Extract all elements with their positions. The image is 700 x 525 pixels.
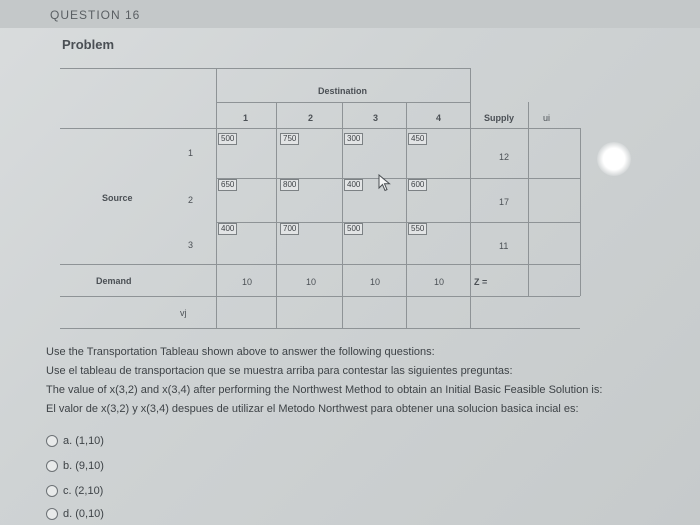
- problem-title: Problem: [62, 37, 115, 52]
- column-header-1: 1: [243, 113, 249, 123]
- supply-value-1: 12: [499, 152, 510, 162]
- row-label-2: 2: [188, 195, 194, 205]
- demand-value-2: 10: [306, 277, 317, 287]
- source-label: Source: [102, 193, 133, 203]
- question-header: [0, 0, 700, 28]
- cost-cell-2-2: 800: [280, 179, 299, 191]
- mouse-cursor-icon: [378, 174, 392, 192]
- instruction-spanish: Use el tableau de transportacion que se muestra arriba para contestar las siguientes preguntas:: [46, 365, 513, 377]
- demand-label: Demand: [96, 276, 132, 286]
- vj-label: vj: [180, 308, 187, 318]
- cost-cell-1-2: 750: [280, 133, 299, 145]
- question-label: QUESTION 16: [50, 8, 141, 22]
- destination-label: Destination: [318, 86, 368, 96]
- cost-cell-1-3: 300: [344, 133, 363, 145]
- supply-label: Supply: [484, 113, 515, 123]
- light-glare: [597, 142, 631, 176]
- demand-value-1: 10: [242, 277, 253, 287]
- ui-label: ui: [543, 113, 551, 123]
- cost-cell-1-1: 500: [218, 133, 237, 145]
- cost-cell-3-3: 500: [344, 223, 363, 235]
- cost-cell-2-1: 650: [218, 179, 237, 191]
- option-b-label: b. (9,10): [63, 460, 104, 472]
- option-d[interactable]: [46, 508, 104, 520]
- option-c[interactable]: [46, 485, 103, 497]
- cost-cell-3-1: 400: [218, 223, 237, 235]
- instruction-english: Use the Transportation Tableau shown above to answer the following questions:: [46, 346, 435, 358]
- cost-cell-1-4: 450: [408, 133, 427, 145]
- option-a-label: a. (1,10): [63, 435, 104, 447]
- question-spanish: El valor de x(3,2) y x(3,4) despues de utilizar el Metodo Northwest para obtener una solucion basica incial es:: [46, 403, 579, 415]
- row-label-1: 1: [188, 148, 194, 158]
- supply-value-3: 11: [499, 241, 509, 251]
- column-header-4: 4: [436, 113, 442, 123]
- cost-cell-2-3: 400: [344, 179, 363, 191]
- column-header-3: 3: [373, 113, 379, 123]
- radio-c-icon[interactable]: [46, 485, 58, 497]
- row-label-3: 3: [188, 240, 194, 250]
- option-a[interactable]: [46, 435, 104, 447]
- supply-value-2: 17: [499, 197, 510, 207]
- option-c-label: c. (2,10): [63, 485, 104, 497]
- demand-value-3: 10: [370, 277, 381, 287]
- z-label: Z =: [474, 277, 488, 287]
- question-english: The value of x(3,2) and x(3,4) after performing the Northwest Method to obtain an Initial Basic Feasible Solution is:: [46, 384, 603, 396]
- demand-value-4: 10: [434, 277, 445, 287]
- option-b[interactable]: [46, 460, 104, 472]
- transportation-tableau: [60, 68, 580, 330]
- cost-cell-3-4: 550: [408, 223, 427, 235]
- column-header-2: 2: [308, 113, 314, 123]
- cost-cell-3-2: 700: [280, 223, 299, 235]
- radio-d-icon[interactable]: [46, 508, 58, 520]
- option-d-label: d. (0,10): [63, 508, 104, 520]
- cost-cell-2-4: 600: [408, 179, 427, 191]
- radio-b-icon[interactable]: [46, 460, 58, 472]
- radio-a-icon[interactable]: [46, 435, 58, 447]
